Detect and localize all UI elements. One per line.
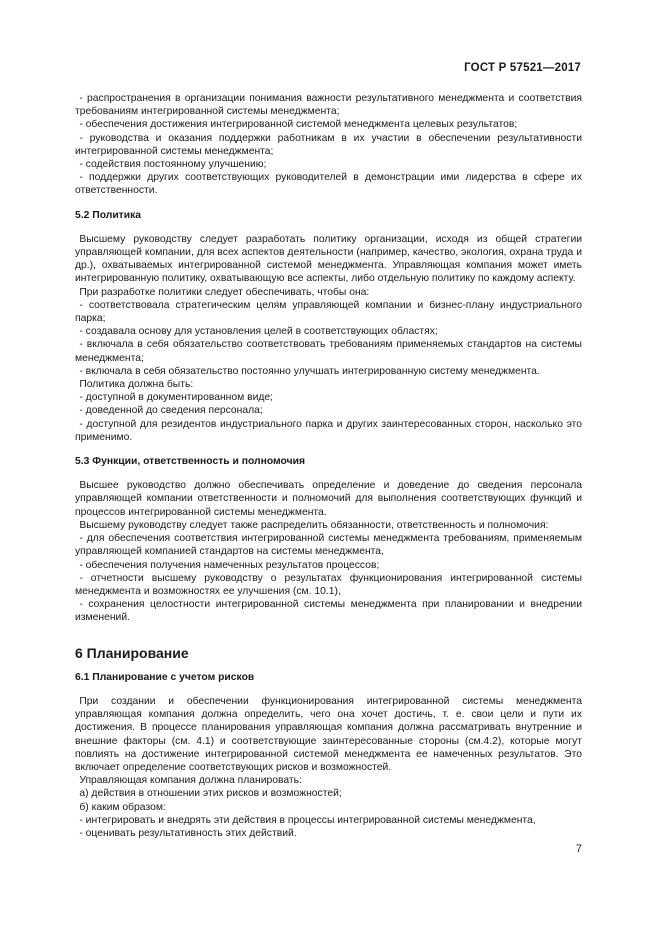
spacer <box>75 444 582 455</box>
intro-bullet-1: - распространения в организации понимания важности результативного менеджмента и соответствия требованиям интегрированной системы менеджмента; <box>75 93 582 118</box>
intro-bullet-3: - руководства и оказания поддержки работникам в их участии в обеспечении результативности интегрированной системы менеджмента; <box>75 132 582 157</box>
spacer <box>75 625 582 647</box>
section-5-3-bullet-1: - для обеспечения соответствия интегрированной системы менеджмента требованиям, применяемым управляющей компанией стандартов на системы менеджмента, <box>75 533 582 558</box>
section-5-3-bullet-2: - обеспечения получения намеченных результатов процессов; <box>79 559 380 571</box>
intro-bullet-2: - обеспечения достижения интегрированной системой менеджмента целевых результатов; <box>79 119 518 131</box>
spacer <box>75 468 582 479</box>
spacer <box>75 660 582 671</box>
section-5-3-paragraph-1: Высшее руководство должно обеспечивать определение и доведение до сведения персонала управляющей компании ответственности и полномочий для выполнения соответствующих функций и процессов интегрированной системы менеджмента. <box>75 480 582 518</box>
section-5-2-bullet-4: - включала в себя обязательство постоянно улучшать интегрированную систему менеджмента. <box>79 365 540 377</box>
spacer <box>75 684 582 695</box>
section-5-2-bullet-3: - включала в себя обязательство соответствовать требованиям применяемых стандартов на системы менеджмента; <box>75 339 582 364</box>
page-header-standard: ГОСТ Р 57521—2017 <box>464 62 581 74</box>
page-content <box>75 92 582 840</box>
spacer <box>75 222 582 233</box>
section-5-2-paragraph-3: Политика должна быть: <box>79 379 194 391</box>
section-5-2-bullet-6: - доведенной до сведения персонала; <box>79 405 263 417</box>
section-5-2-paragraph-2: При разработке политики следует обеспечивать, чтобы она: <box>79 286 370 298</box>
section-5-2-paragraph-1: Высшему руководству следует разработать политику организации, исходя из общей стратегии управляющей компании, для всех аспектов деятельности (например, качество, экология, охрана труда и др.), охватываемых интегрированной системой менеджмента. Управляющая компания может иметь интегрированную политику, охватывающую все аспекты, либо отдельную политику по каждому аспекту. <box>75 233 582 285</box>
section-5-2-bullet-7: - доступной для резидентов индустриального парка и других заинтересованных сторон, насколько это применимо. <box>75 418 582 443</box>
section-6-1-title: 6.1 Планирование с учетом рисков <box>75 671 255 683</box>
section-6-1-item-b-1: - интегрировать и внедрять эти действия в процессы интегрированной системы менеджмента, <box>79 814 536 826</box>
section-5-3-bullet-3: - отчетности высшему руководству о результатах функционирования интегрированной системы менеджмента и возможностях ее улучшения (см. 10.1), <box>75 572 582 597</box>
section-5-3-paragraph-2: Высшему руководству следует также распределить обязанности, ответственность и полномочия: <box>79 519 549 531</box>
section-6-title: 6 Планирование <box>75 644 189 661</box>
page-number: 7 <box>575 843 582 855</box>
intro-bullet-4: - содействия постоянному улучшению; <box>79 159 267 171</box>
section-6-1-paragraph-1: При создании и обеспечении функционирования интегрированной системы менеджмента управляющая компания должна определить, чего она хочет достичь, т. е. свои цели и пути их достижения. В процессе планирования управляющая компания должна рассматривать внутренние и внешние факторы (см. 4.1) и соответствующие заинтересованные стороны (см.4.2), которые могут повлиять на достижение интегрированной системой менеджмента ее намеченных результатов. Это включает определение соответствующих рисков и возможностей. <box>75 695 582 773</box>
section-6-1-item-b: б) каким образом: <box>79 801 166 813</box>
section-5-2-bullet-2: - создавала основу для установления целей в соответствующих областях; <box>79 326 438 338</box>
section-5-3-bullet-4: - сохранения целостности интегрированной системы менеджмента при планировании и внедрении изменений. <box>75 599 582 624</box>
section-5-2-bullet-5: - доступной в документированном виде; <box>79 392 274 404</box>
section-6-1-item-a: а) действия в отношении этих рисков и возможностей; <box>79 788 342 800</box>
section-5-2-title: 5.2 Политика <box>75 209 142 221</box>
section-5-2-bullet-1: - соответствовала стратегическим целям управляющей компании и бизнес-плану индустриального парка; <box>75 299 582 325</box>
section-5-3-title: 5.3 Функции, ответственность и полномочия <box>75 456 306 468</box>
section-6-1-item-b-2: - оценивать результативность этих действий. <box>79 827 297 839</box>
intro-bullet-5: - поддержки других соответствующих руководителей в демонстрации ими лидерства в сфере их ответственности. <box>75 172 582 197</box>
spacer <box>75 198 582 209</box>
section-6-1-paragraph-2: Управляющая компания должна планировать: <box>79 775 302 787</box>
